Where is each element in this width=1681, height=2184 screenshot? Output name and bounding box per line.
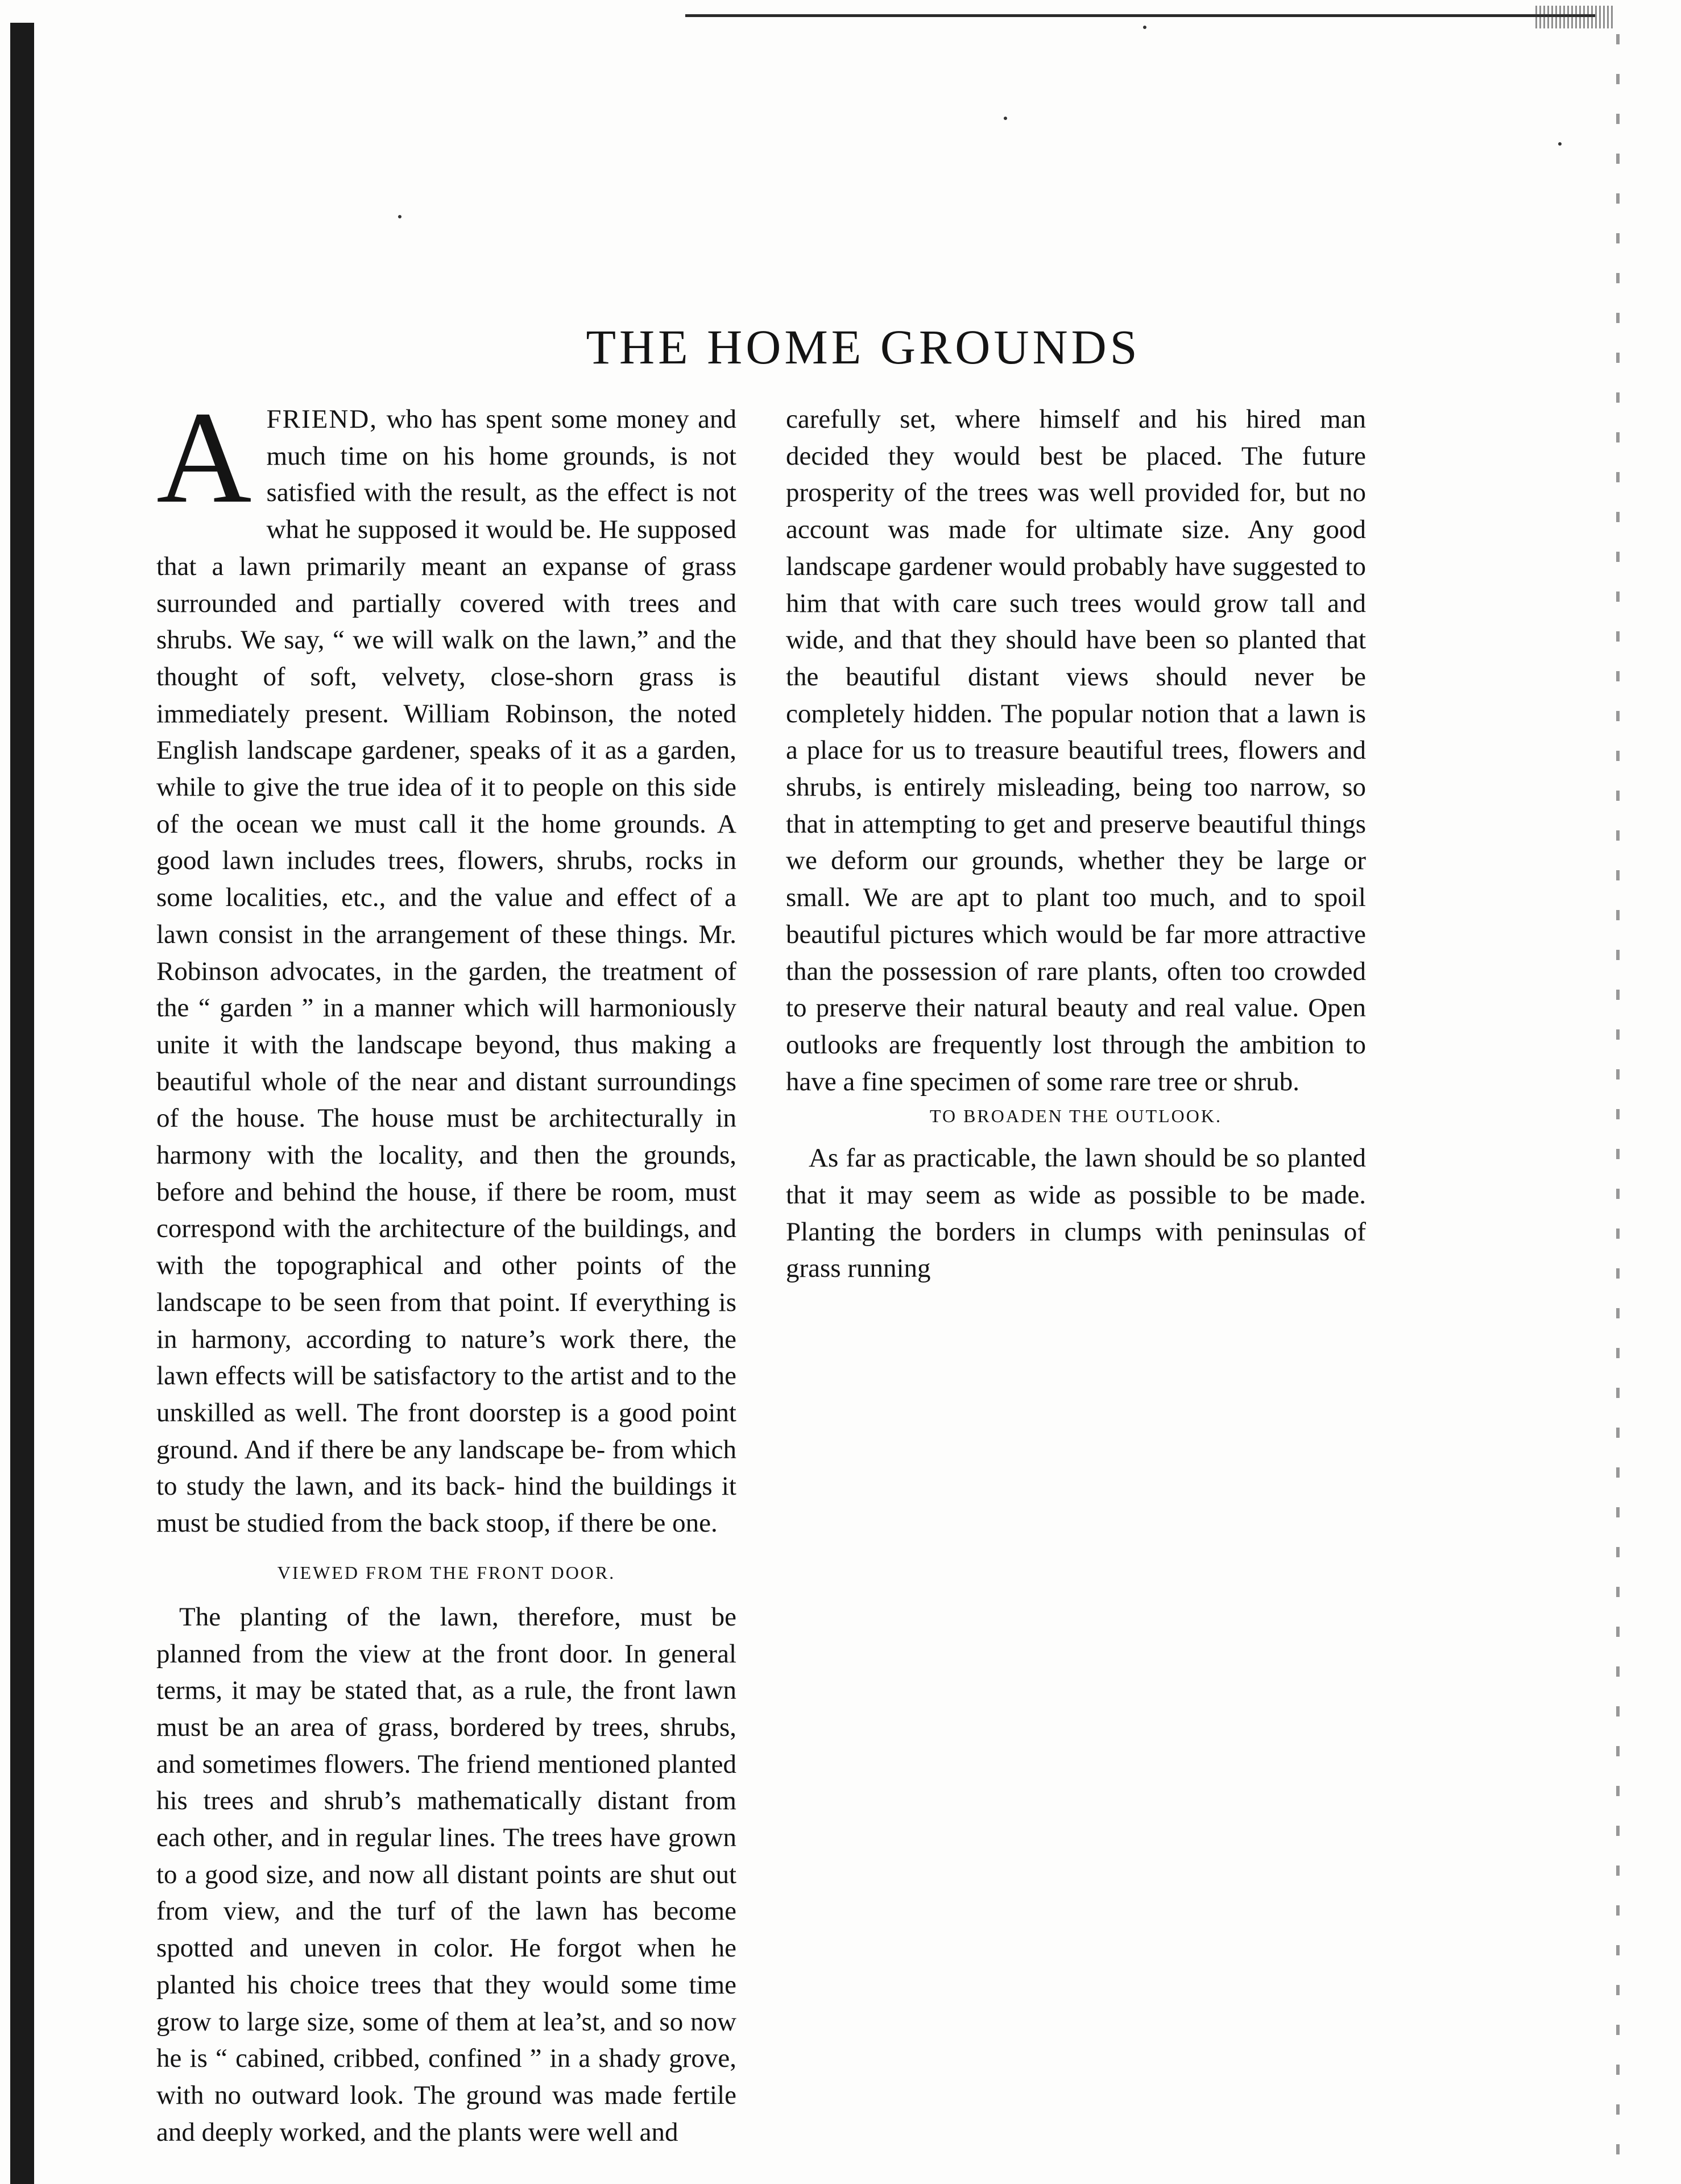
subheading-outlook: TO BROADEN THE OUTLOOK.: [929, 1106, 1222, 1127]
right-column: [786, 401, 1366, 1287]
left-column: [156, 384, 736, 2150]
scan-speck: [1143, 26, 1146, 29]
drop-cap: A: [156, 384, 252, 531]
paragraph-1: [156, 384, 736, 1542]
top-rule: [685, 14, 1595, 17]
paragraph-2-continued: carefully set, where himself and his hired man decided they would best be placed. The future prosperity of the trees was well provided for, but no account was made for ultimate size. Any good landscape gardener would probably have suggested to him that with care such trees would grow tall and wide, and that they should have been so planted that the beautiful distant views should never be completely hidden. The popular notion that a lawn is a place for us to treasure beautiful trees, flowers and shrubs, is entirely misleading, being too narrow, so that in attempting to get and preserve beautiful things we deform our grounds, whether they be large or small. We are apt to plant too much, and to spoil beautiful pictures which would be far more attractive than the possession of rare plants, often too crowded to preserve their natural beauty and real value. Open outlooks are frequently lost through the ambition to have a fine specimen of some rare tree or shrub.: [786, 404, 1366, 1097]
article-title: THE HOME GROUNDS: [586, 320, 1141, 374]
paragraph-3: As far as practicable, the lawn should be so planted that it may seem as wide as possible to be made. Planting the borders in clumps with peninsulas of grass running: [786, 1143, 1366, 1284]
corner-smudge: [1535, 6, 1615, 28]
subheading-front-door: VIEWED FROM THE FRONT DOOR.: [277, 1562, 616, 1583]
paragraph-1-text: who has spent some money and much time on his home grounds, is not satisfied with the result, as the effect is not what he supposed it would be. He supposed that a lawn primarily meant an expanse of grass surrounded and partially covered with trees and shrubs. We say, “ we will walk on the lawn,” and the thought of soft, velvety, close-shorn grass is immediately present. William Robinson, the noted English landscape gardener, speaks of it as a garden, while to give the true idea of it to people on this side of the ocean we must call it the home grounds. A good lawn includes trees, flowers, shrubs, rocks in some localities, etc., and the value and effect of a lawn consist in the arrangement of these things. Mr. Robinson advocates, in the garden, the treatment of the “ garden ” in a manner which will harmoniously unite it with the landscape beyond, thus making a beautiful whole of the near and distant surroundings of the house. The house must be architecturally in harmony with the locality, and then the grounds, before and behind the house, if there be room, must correspond with the architecture of the buildings, and with the topographical and other points of the landscape to be seen from that point. If everything is in harmony, according to nature’s work there, the lawn effects will be satisfactory to the artist and to the unskilled as well. The front doorstep is a good point ground. And if there be any landscape be- from which to study the lawn, and its back- hind the buildings it must be studied from the back stoop, if there be one.: [156, 404, 736, 1538]
scan-speck: [398, 215, 401, 218]
scan-speck: [1004, 117, 1007, 120]
first-word: FRIEND,: [266, 404, 378, 434]
scan-speck: [1558, 142, 1562, 146]
paragraph-2: The planting of the lawn, therefore, must be planned from the view at the front door. In general terms, it may be stated that, as a rule, the front lawn must be an area of grass, bordered by trees, shrubs, and sometimes flowers. The friend mentioned planted his trees and shrub’s mathematically distant from each other, and in regular lines. The trees have grown to a good size, and now all distant points are shut out from view, and the turf of the lawn has become spotted and uneven in color. He forgot when he planted his choice trees that they would some time grow to large size, some of them at lea’st, and so now he is “ cabined, cribbed, confined ” in a shady grove, with no outward look. The ground was made fertile and deeply worked, and the plants were well and: [156, 1602, 736, 2147]
